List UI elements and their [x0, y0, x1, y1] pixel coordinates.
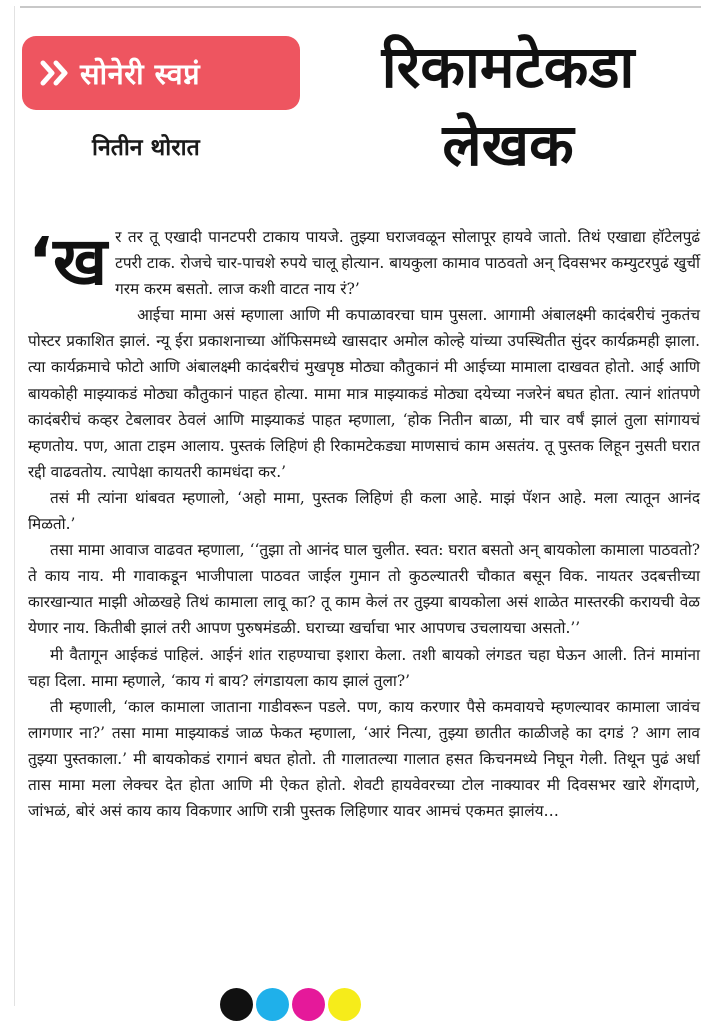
paragraph-text: र तर तू एखादी पानटपरी टाकाय पायजे. तुझ्या घराजवळून सोलापूर हायवे जातो. तिथं एखाद्या हॉटेलपुढं टपरी टाक. रोजचे चार-पाचशे रुपये चालू होत्यान. बायकुला कामाव पाठवतो अन् दिवसभर कम्युटरपुढं खुर्ची गरम करम बसतो. लाज कशी वाटत नाय रं?’ [115, 228, 700, 299]
paragraph: आईचा मामा असं म्हणाला आणि मी कपाळावरचा घाम पुसला. आगामी अंबालक्ष्मी कादंबरीचं नुकतंच पोस्टर प्रकाशित झालं. न्यू ईरा प्रकाशनाच्या ऑफिसमध्ये खासदार अमोल कोल्हे यांच्या उपस्थितीत सुंदर कार्यक्रमही झाला. त्या कार्यक्रमाचे फोटो आणि अंबालक्ष्मी कादंबरीचं मुखपृष्ठ मोठ्या कौतुकानं मी आईच्या मामाला दाखवत होतो. आई आणि बायकोही माझ्याकडं मोठ्या कौतुकानं पाहत होत्या. मामा मात्र माझ्याकडं मोठ्या दयेच्या नजरेनं बघत होता. त्यानं शांतपणे कादंबरीचं कव्हर टेबलावर ठेवलं आणि माझ्याकडं पाहत म्हणाला, ‘होक नितीन बाळा, मी चार वर्षं झालं तुला सांगायचं म्हणतोय. पण, आता टाइम आलाय. पुस्तकं लिहिणं ही रिकामटेकड्या माणसाचं काम असतंय. तू पुस्तक लिहून नुसती घरात रद्दी वाढवतोय. त्यापेक्षा कायतरी कामधंदा कर.’ [28, 306, 700, 481]
left-rule [14, 6, 15, 1006]
column-label: सोनेरी स्वप्नं [80, 56, 201, 91]
registration-dot-black [220, 988, 253, 1021]
registration-marks [220, 988, 361, 1021]
registration-dot-yellow [328, 988, 361, 1021]
registration-dot-magenta [292, 988, 325, 1021]
column-badge [22, 36, 300, 110]
author-byline: नितीन थोरात [92, 135, 200, 161]
headline [318, 28, 698, 184]
paragraph: तसा मामा आवाज वाढवत म्हणाला, ‘‘तुझा तो आनंद घाल चुलीत. स्वत: घरात बसतो अन् बायकोला कामाला पाठवतो? ते काय नाय. मी गावाकडून भाजीपाला पाठवत जाईल गुमान तो कुठल्यातरी चौकात बसून विक. नायतर उदबत्तीच्या कारखान्यात माझी ओळखहे तिथं कामाला लावू का? तू काम केलं तर तुझ्या बायकोला असं शाळेत मास्तरकी करायची वेळ येणार नाय. कितीबी झालं तरी आपण पुरुषमंडळी. घराच्या खर्चाचा भार आपणच उचलायचा असतो.’’ [28, 541, 700, 638]
article-body [28, 224, 700, 824]
paragraph: मी वैतागून आईकडं पाहिलं. आईनं शांत राहण्याचा इशारा केला. तशी बायको लंगडत चहा घेऊन आली. तिनं मामांना चहा दिला. मामा म्हणाले, ‘काय गं बाय? लंगडायला काय झालं तुला?’ [28, 645, 700, 690]
double-chevron-right-icon [40, 59, 70, 87]
paragraph: तसं मी त्यांना थांबवत म्हणालो, ‘अहो मामा, पुस्तक लिहिणं ही कला आहे. माझं पॅशन आहे. मला त्यातून आनंद मिळतो.’ [28, 488, 700, 534]
registration-dot-cyan [256, 988, 289, 1021]
headline-line-1: रिकामटेकडा [381, 33, 635, 101]
paragraph: ती म्हणाली, ‘काल कामाला जाताना गाडीवरून पडले. पण, काय करणार पैसे कमवायचे म्हणल्यावर कामाला जावंच लागणार ना?’ तसा मामा माझ्याकडं जाळ फेकत म्हणाला, ‘आरं नित्या, तुझ्या छातीत काळीजहे का दगडं ? आग लाव तुझ्या पुस्तकाला.’ मी बायकोकडं रागानं बघत होतो. ती गालातल्या गालात हसत किचनमध्ये निघून गेली. तिथून पुढं अर्धा तास मामा मला लेक्चर देत होता आणि मी ऐकत होतो. शेवटी हायवेवरच्या टोल नाक्यावर मी दिवसभर खारे शेंगदाणे, जांभळं, बोरं असं काय काय विकणार आणि रात्री पुस्तक लिहिणार यावर आमचं एकमत झालंय… [28, 697, 700, 821]
headline-line-2: लेखक [442, 111, 574, 179]
top-rule [20, 6, 701, 8]
drop-cap: ‘ख [28, 223, 108, 300]
paragraph [28, 224, 700, 302]
